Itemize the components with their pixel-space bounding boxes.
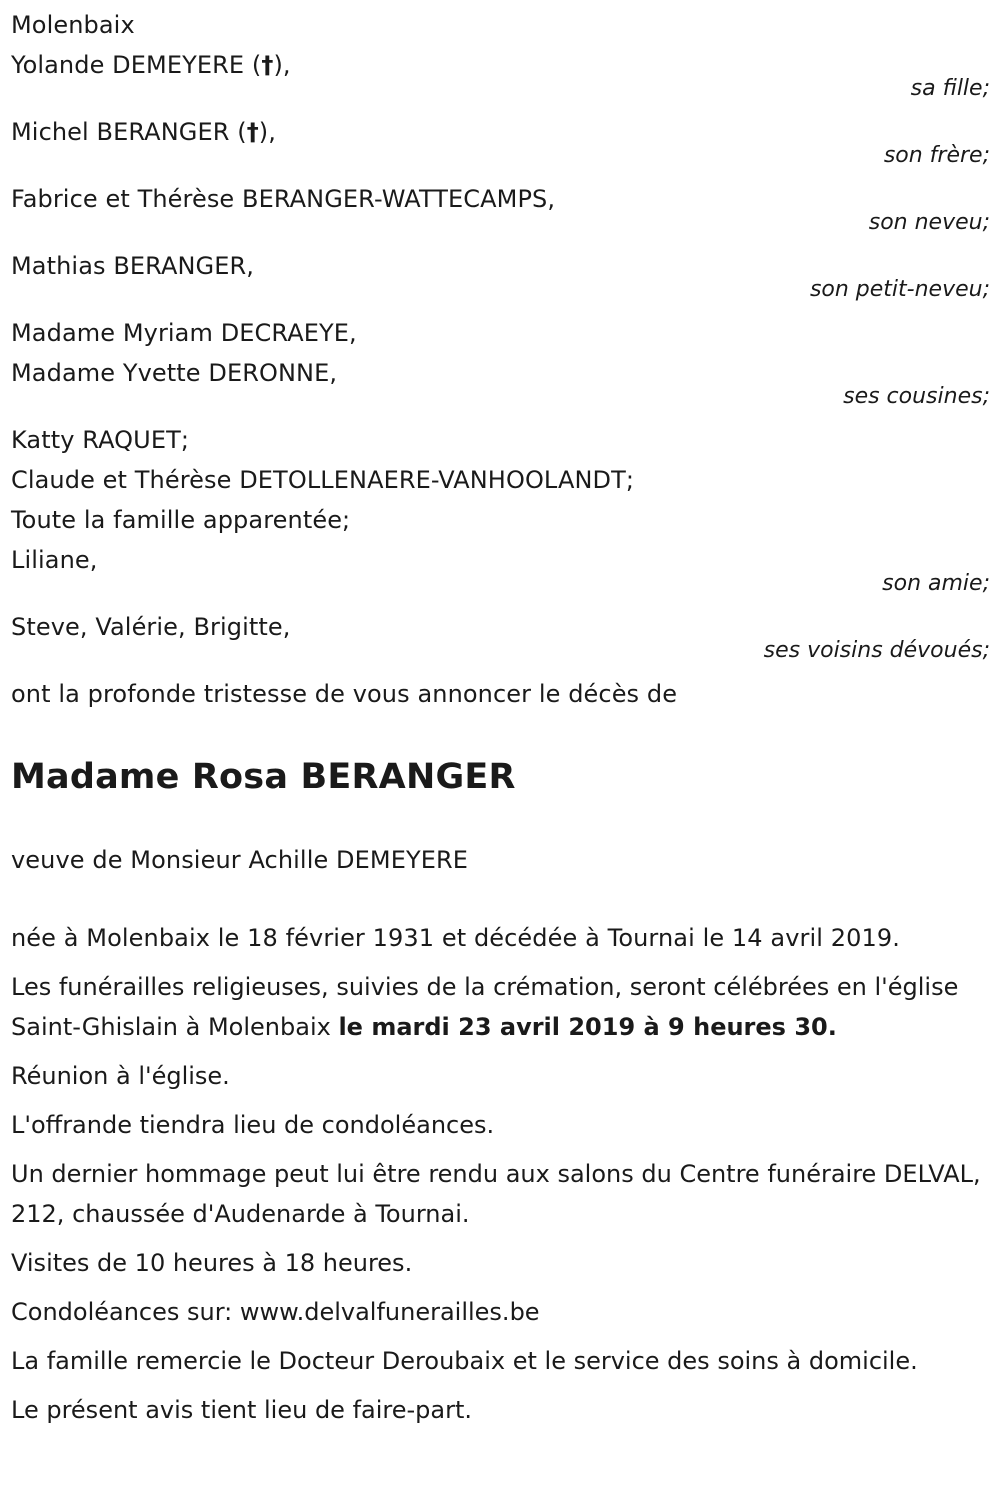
family-member-nephew: Fabrice et Thérèse BERANGER-WATTECAMPS, <box>11 185 556 213</box>
funeral-date: le mardi 23 avril 2019 à 9 heures 30. <box>338 1013 837 1041</box>
widow-of-text: veuve de Monsieur Achille DEMEYERE <box>11 846 469 874</box>
funeral-paragraph <box>11 967 990 1047</box>
family-member: Claude et Thérèse DETOLLENAERE-VANHOOLANDT; <box>11 466 635 494</box>
city-heading: Molenbaix <box>11 11 135 39</box>
relation-label: ses cousines; <box>843 384 990 409</box>
relation-label: son amie; <box>882 571 990 596</box>
family-member-brother: Michel BERANGER (†), <box>11 118 276 146</box>
meeting-text: Réunion à l'église. <box>11 1062 230 1090</box>
birth-death-text: née à Molenbaix le 18 février 1931 et décédée à Tournai le 14 avril 2019. <box>11 924 900 952</box>
condolences-text: Condoléances sur: www.delvalfunerailles.be <box>11 1298 540 1326</box>
family-member-cousin: Madame Myriam DECRAEYE, <box>11 319 357 347</box>
relation-label: ses voisins dévoués; <box>763 638 990 663</box>
family-member-neighbours: Steve, Valérie, Brigitte, <box>11 613 291 641</box>
tribute-paragraph: Un dernier hommage peut lui être rendu aux salons du Centre funéraire DELVAL, 212, chaussée d'Audenarde à Tournai. <box>11 1160 981 1228</box>
notice-text: Le présent avis tient lieu de faire-part. <box>11 1396 473 1424</box>
funeral-text: Les funérailles religieuses, suivies de la crémation, seront célébrées en l'église Saint-Ghislain à Molenbaix <box>11 973 959 1041</box>
obituary-notice <box>11 0 990 1430</box>
relation-label: sa fille; <box>910 76 990 101</box>
visits-text: Visites de 10 heures à 18 heures. <box>11 1249 413 1277</box>
thanks-paragraph: La famille remercie le Docteur Deroubaix et le service des soins à domicile. <box>11 1347 918 1375</box>
family-member: Katty RAQUET; <box>11 426 190 454</box>
family-member-daughter: Yolande DEMEYERE (†), <box>11 51 291 79</box>
deceased-name: Madame Rosa BERANGER <box>11 757 516 797</box>
relation-label: son frère; <box>883 143 990 168</box>
relation-label: son petit-neveu; <box>809 277 990 302</box>
family-member-cousin: Madame Yvette DERONNE, <box>11 359 338 387</box>
relation-label: son neveu; <box>868 210 990 235</box>
family-member-name: Michel BERANGER ( <box>11 118 247 146</box>
family-member: Toute la famille apparentée; <box>11 506 351 534</box>
family-member-friend: Liliane, <box>11 546 98 574</box>
cross-icon: † <box>246 118 259 146</box>
offering-text: L'offrande tiendra lieu de condoléances. <box>11 1111 495 1139</box>
cross-icon: † <box>261 51 274 79</box>
family-member-name: Yolande DEMEYERE ( <box>11 51 262 79</box>
announcement-text: ont la profonde tristesse de vous annoncer le décès de <box>11 680 678 708</box>
family-member-grand-nephew: Mathias BERANGER, <box>11 252 255 280</box>
